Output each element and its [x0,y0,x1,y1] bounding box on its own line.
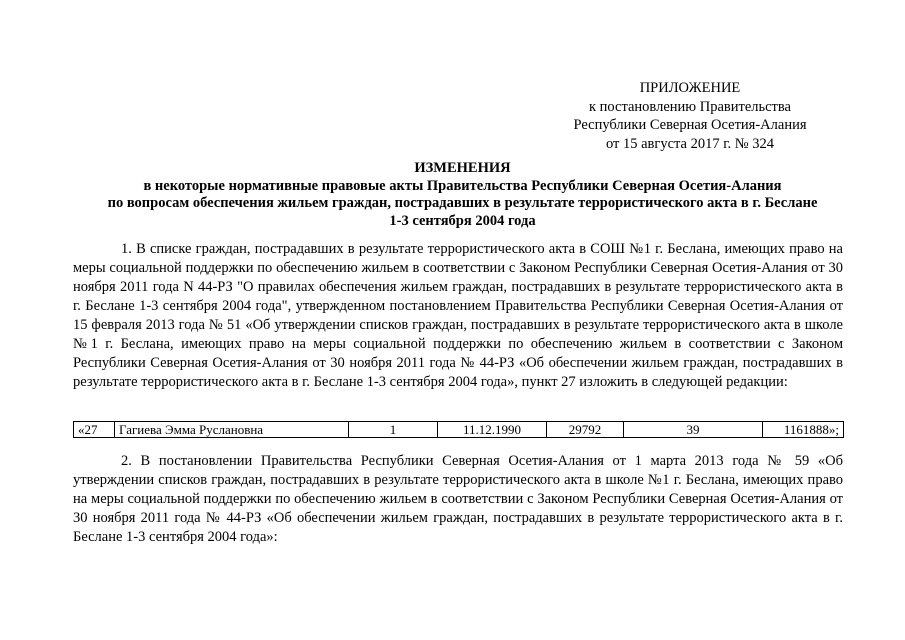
cell-count: 1 [349,422,438,438]
appendix-title: ПРИЛОЖЕНИЕ [639,80,741,96]
document-title-block [40,160,885,230]
appendix-header [520,79,860,153]
appendix-line-republic: Республики Северная Осетия-Алания [573,117,807,133]
cell-date: 11.12.1990 [438,422,547,438]
cell-sum: 1161888»; [763,422,844,438]
paragraph-1: 1. В списке граждан, пострадавших в результате террористического акта в СОШ №1 г. Беслана, имеющих право на меры социальной поддержки по обеспечению жильем в соответствии с Законом Республики Северная Осетия-Алания от 30 ноября 2011 года N 44-РЗ "О правилах обеспечения жильем граждан, пострадавших в результате террористического акта в г. Беслане 1-3 сентября 2004 года", утвержденном постановлением Правительства Республики Северная Осетия-Алания от 15 февраля 2013 года № 51 «Об утверждении списков граждан, пострадавших в результате террористического акта в школе №1 г. Беслана, имеющих право на меры социальной поддержки по обеспечению жильем в соответствии с Законом Республики Северная Осетия-Алания от 30 ноября 2011 года № 44-РЗ «Об обеспечении жильем граждан, пострадавших в результате террористического акта в г. Беслане 1-3 сентября 2004 года», пункт 27 изложить в следующей редакции: [73,241,843,390]
table-row [74,422,844,438]
cell-name: Гагиева Эмма Руслановна [115,422,349,438]
paragraph-2: 2. В постановлении Правительства Республики Северная Осетия-Алания от 1 марта 2013 года № 59 «Об утверждении списков граждан, пострадавших в результате террористического акта в школе №1 г. Беслана, имеющих право на меры социальной поддержки по обеспечению жильем в соответствии с Законом Республики Северная Осетия-Алания от 30 ноября 2011 года № 44-РЗ «Об обеспечении жильем граждан, пострадавших в результате террористического акта в г. Беслане 1-3 сентября 2004 года»: [73,453,843,545]
cell-area: 39 [624,422,763,438]
cell-number: «27 [74,422,115,438]
citizen-table [73,421,844,438]
document-subtitle-line-3: 1-3 сентября 2004 года [389,212,536,229]
cell-code: 29792 [547,422,624,438]
document-subtitle-line-2: по вопросам обеспечения жильем граждан, пострадавших в результате террористического акта в г. Беслане [107,195,818,211]
appendix-line-date: от 15 августа 2017 г. № 324 [605,135,775,152]
document-title: ИЗМЕНЕНИЯ [414,160,511,176]
appendix-line-resolution: к постановлению Правительства [589,98,791,115]
document-subtitle-line-1: в некоторые нормативные правовые акты Правительства Республики Северная Осетия-Алания [143,177,782,194]
